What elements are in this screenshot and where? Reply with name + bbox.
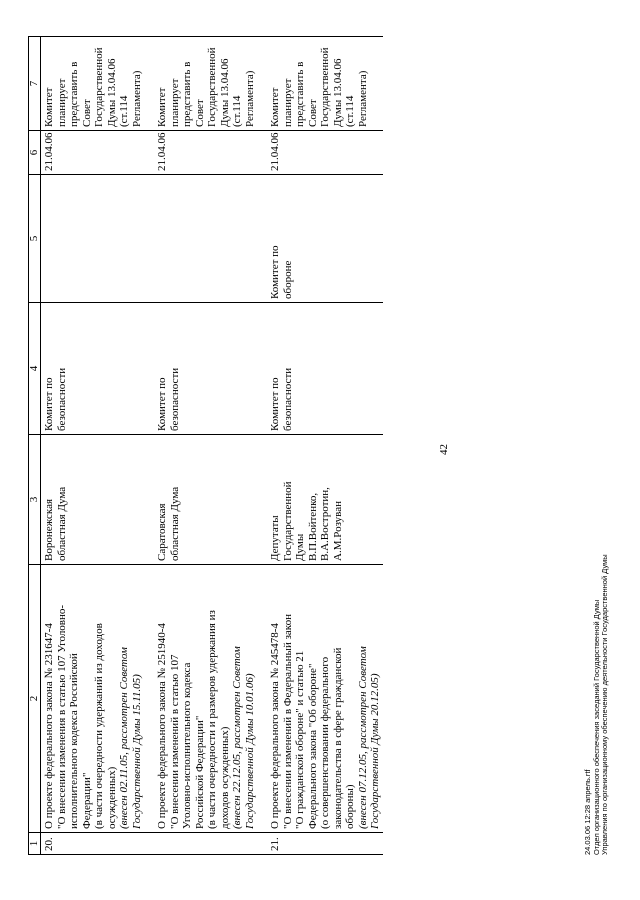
- cell-line: представить в Совет: [68, 61, 93, 127]
- bill-description: [257, 565, 383, 833]
- cell-line: (внесен 22.12.05, рассмотрен Советом: [231, 646, 243, 829]
- cell-line: осужденных): [105, 766, 118, 829]
- cell-line: В.А.Востротин,: [319, 487, 331, 561]
- responsible-committee: [257, 303, 383, 435]
- bill-title: О проекте федерального закона № 245478-4: [269, 623, 281, 829]
- column-number: 3: [29, 435, 41, 565]
- footer-line: Отдел организационного обеспечения заседаний Государственной Думы: [591, 599, 601, 855]
- planned-action: [144, 37, 257, 131]
- cell-line: исполнительного кодекса Российской: [68, 653, 80, 829]
- cell-line: Саратовская: [156, 503, 168, 561]
- cell-line: Государственной: [319, 47, 331, 127]
- row-number: [144, 833, 257, 855]
- cell-line: Государственной Думы 10.01.06): [243, 673, 256, 829]
- cell-line: "О внесении изменения в статью 107 Уголовно-: [55, 604, 68, 829]
- cell-line: обороны): [344, 784, 356, 829]
- bill-description: [144, 565, 257, 833]
- co-committee: [41, 175, 145, 303]
- cell-line: представить в Совет: [294, 61, 319, 127]
- cell-line: (внесен 07.12.05, рассмотрен Советом: [356, 646, 369, 829]
- co-committee: [144, 175, 257, 303]
- cell-line: "О внесении изменений в статью 107: [168, 654, 181, 829]
- column-number: 7: [29, 37, 41, 131]
- cell-line: обороне: [281, 260, 294, 299]
- row-number: 20.: [41, 833, 145, 855]
- cell-line: Думы 13.04.06: [105, 58, 118, 127]
- cell-line: Государственной: [93, 47, 105, 127]
- cell-line: "О гражданской обороне" и статью 21: [294, 650, 306, 829]
- review-date: 21.04.06: [257, 131, 383, 175]
- cell-line: (ст.114 Регламента): [118, 70, 143, 127]
- cell-line: безопасности: [55, 367, 68, 431]
- cell-line: Комитет планирует: [269, 78, 294, 127]
- cell-line: Федерального закона "Об обороне": [306, 663, 319, 829]
- column-number-row: [29, 37, 41, 855]
- planned-action: [41, 37, 145, 131]
- responsible-committee: [144, 303, 257, 435]
- cell-line: доходов осужденных): [218, 726, 231, 829]
- table-row: [41, 37, 145, 855]
- cell-line: (о совершенствовании федерального: [319, 656, 331, 829]
- cell-line: безопасности: [168, 367, 181, 431]
- page-number: 42: [438, 444, 450, 455]
- cell-line: А.М.Розуван: [331, 500, 344, 561]
- footer: [584, 554, 610, 855]
- column-number: 2: [29, 565, 41, 833]
- cell-line: Комитет по: [43, 377, 55, 431]
- cell-line: Комитет по: [269, 377, 281, 431]
- cell-line: областная Дума: [55, 486, 68, 561]
- column-number: 6: [29, 131, 41, 175]
- cell-line: законодательства в сфере гражданской: [331, 647, 344, 829]
- cell-line: областная Дума: [168, 486, 181, 561]
- bill-title: О проекте федерального закона № 231647-4: [43, 623, 55, 829]
- cell-line: безопасности: [281, 367, 294, 431]
- row-number: 21.: [257, 833, 383, 855]
- cell-line: Комитет по: [269, 245, 281, 299]
- cell-line: Думы 13.04.06: [331, 58, 344, 127]
- cell-line: Государственной: [206, 47, 218, 127]
- cell-line: Государственной Думы 15.11.05): [130, 674, 143, 829]
- cell-line: Комитет планирует: [43, 78, 68, 127]
- initiator: [144, 435, 257, 565]
- cell-line: Государственной: [281, 481, 294, 561]
- bill-title: О проекте федерального закона № 251940-4: [156, 623, 168, 829]
- cell-line: Федерации": [80, 772, 93, 829]
- initiator: [41, 435, 145, 565]
- column-number: 1: [29, 833, 41, 855]
- cell-line: (в части очередности удержаний из доходов: [93, 623, 105, 829]
- column-number: 5: [29, 175, 41, 303]
- cell-line: представить в Совет: [181, 61, 206, 127]
- cell-line: "О внесении изменений в Федеральный закон: [281, 614, 294, 829]
- table-body: [41, 37, 383, 855]
- cell-line: В.П.Войтенко,: [306, 492, 319, 561]
- initiator: [257, 435, 383, 565]
- cell-line: (ст.114 Регламента): [231, 70, 256, 127]
- cell-line: Государственной Думы 20.12.05): [369, 673, 381, 829]
- cell-line: Российской Федерации": [193, 715, 206, 829]
- table-row: [257, 37, 383, 855]
- cell-line: (ст.114 Регламента): [344, 70, 369, 127]
- bills-table: [28, 36, 383, 855]
- cell-line: (в части очередности и размеров удержания из: [206, 610, 218, 829]
- footer-line: Управления по организационному обеспечению деятельности Государственной Думы: [600, 554, 609, 855]
- cell-line: Депутаты: [269, 515, 281, 561]
- co-committee: [257, 175, 383, 303]
- cell-line: (внесен 02.11.05, рассмотрен Советом: [118, 647, 130, 829]
- cell-line: Воронежская: [43, 498, 55, 561]
- column-number: 4: [29, 303, 41, 435]
- cell-line: Думы: [294, 533, 306, 561]
- review-date: 21.04.06: [41, 131, 145, 175]
- cell-line: Комитет по: [156, 377, 168, 431]
- review-date: 21.04.06: [144, 131, 257, 175]
- footer-line: 24.03.06 12:28 апрель.rtf: [583, 769, 592, 855]
- planned-action: [257, 37, 383, 131]
- table-row: [144, 37, 257, 855]
- cell-line: Уголовно-исполнительного кодекса: [181, 662, 193, 829]
- bill-description: [41, 565, 145, 833]
- cell-line: Комитет планирует: [156, 78, 181, 127]
- cell-line: Думы 13.04.06: [218, 58, 231, 127]
- responsible-committee: [41, 303, 145, 435]
